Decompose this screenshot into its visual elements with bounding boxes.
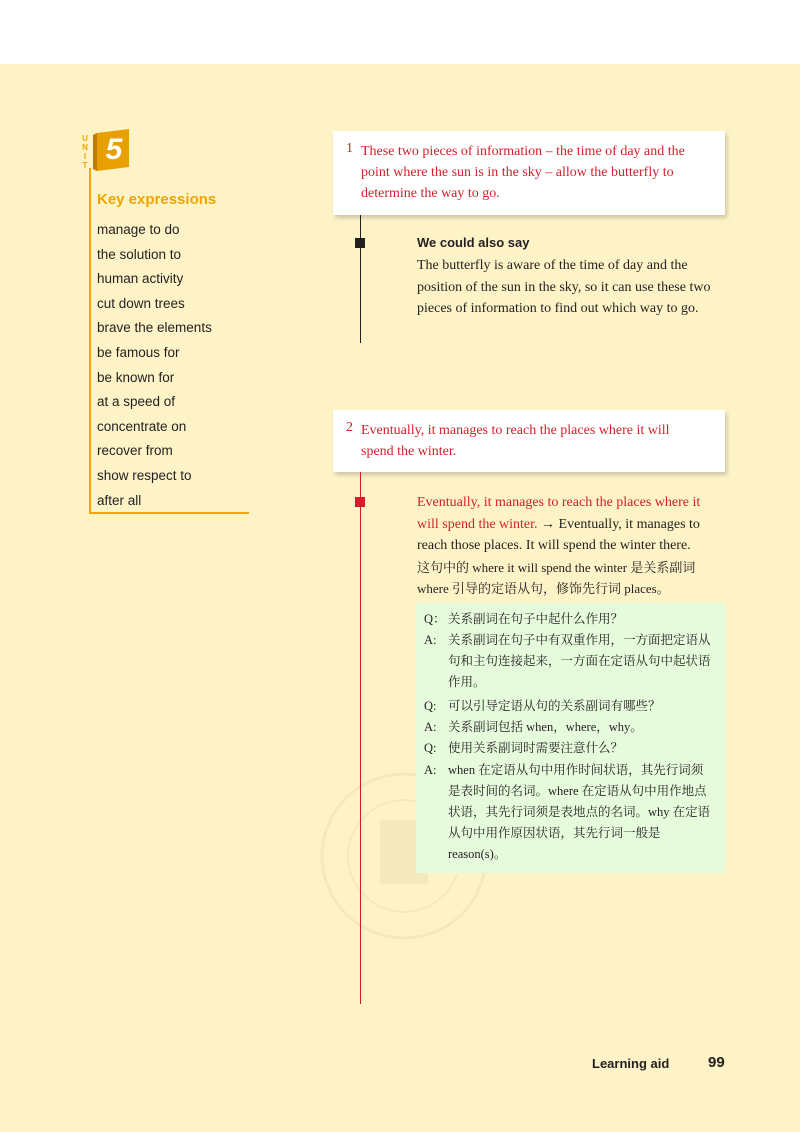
qa-text: when 在定语从句中用作时间状语，其先行词须是表时间的名词。where 在定语从句中用作地点状语，其先行词须是表地点的名词。why 在定语从句中用作原因状语，其先行词一般是 reason(s)。 bbox=[448, 763, 711, 861]
unit-letter: N bbox=[82, 143, 88, 152]
qa-label: Q： bbox=[424, 612, 446, 626]
page-top-margin bbox=[0, 0, 800, 64]
key-expression-item: show respect to bbox=[97, 467, 192, 483]
callout-sentence: Eventually, it manages to reach the places where it will spend the winter. bbox=[361, 423, 670, 459]
note-heading: We could also say bbox=[417, 235, 530, 250]
key-expressions-list bbox=[97, 218, 212, 513]
grammar-note bbox=[417, 492, 722, 600]
key-expression-item: human activity bbox=[97, 271, 184, 287]
key-expression-item: be famous for bbox=[97, 344, 180, 360]
key-expression-item: cut down trees bbox=[97, 295, 185, 311]
callout-sentence: These two pieces of information – the time of day and the point where the sun is in the sky – allow the butterfly to determine the way to go. bbox=[361, 144, 685, 201]
qa-label: Q: bbox=[424, 741, 437, 755]
unit-letter: U bbox=[82, 134, 88, 143]
key-expression-item: after all bbox=[97, 492, 142, 508]
qa-label: A: bbox=[424, 633, 437, 647]
qa-text: 可以引导定语从句的关系副词有哪些？ bbox=[448, 699, 661, 713]
unit-letter: I bbox=[83, 152, 87, 161]
key-expression-item: at a speed of bbox=[97, 394, 176, 410]
qa-text: 使用关系副词时需要注意什么？ bbox=[448, 741, 624, 755]
qa-text: 关系副词包括 when，where，why。 bbox=[448, 720, 643, 734]
note-body: The butterfly is aware of the time of day and the position of the sun in the sky, so it can use these two pieces of information to find out which way to go. bbox=[417, 258, 711, 316]
key-expression-item: recover from bbox=[97, 443, 173, 459]
note-marker-square bbox=[355, 238, 365, 248]
footer-section-label: Learning aid bbox=[592, 1056, 670, 1071]
key-expression-item: the solution to bbox=[97, 246, 182, 262]
note-marker-square bbox=[355, 497, 365, 507]
unit-number: 5 bbox=[105, 133, 123, 166]
callout-number: 2 bbox=[346, 420, 353, 435]
note-connector-line bbox=[360, 472, 361, 1004]
qa-box bbox=[416, 603, 725, 873]
page-number: 99 bbox=[708, 1054, 725, 1071]
key-expression-item: concentrate on bbox=[97, 418, 187, 434]
note-connector-line bbox=[360, 215, 361, 343]
key-expressions-title: Key expressions bbox=[97, 191, 217, 208]
key-expression-item: manage to do bbox=[97, 222, 180, 237]
sentence-callout-1 bbox=[333, 131, 725, 215]
sentence-callout-2 bbox=[333, 410, 725, 472]
key-expression-item: brave the elements bbox=[97, 320, 212, 336]
qa-text: 关系副词在句子中起什么作用？ bbox=[448, 612, 624, 626]
callout-number: 1 bbox=[346, 141, 353, 156]
key-expression-item: be known for bbox=[97, 369, 175, 385]
unit-letter: T bbox=[82, 161, 88, 170]
qa-label: A: bbox=[424, 720, 437, 734]
unit-label bbox=[80, 134, 90, 170]
qa-text: 关系副词在句子中有双重作用，一方面把定语从句和主句连接起来，一方面在定语从句中起状语作用。 bbox=[448, 633, 711, 689]
key-expressions-rule bbox=[89, 168, 91, 514]
note-chinese-explanation: 这句中的 where it will spend the winter 是关系副词 where 引导的定语从句，修饰先行词 places。 bbox=[417, 559, 696, 596]
note-red-sentence: Eventually, it manages to reach the places where it will spend the winter. bbox=[417, 495, 701, 532]
qa-label: Q: bbox=[424, 699, 437, 713]
note-paraphrase: → Eventually, it manages to reach those places. It will spend the winter there. bbox=[417, 516, 700, 553]
qa-label: A: bbox=[424, 763, 437, 777]
